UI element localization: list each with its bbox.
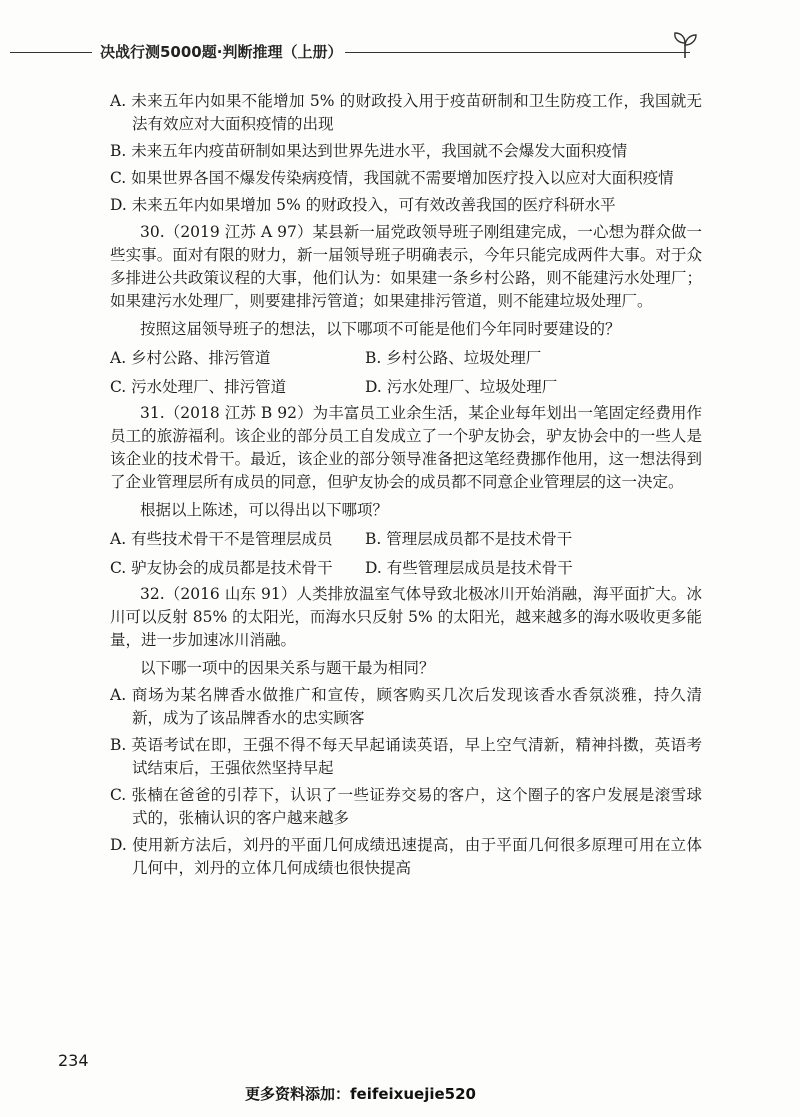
page-number: 234 <box>58 1051 89 1070</box>
q31-option-a: A. 有些技术骨干不是管理层成员 <box>110 530 333 548</box>
q32-option-b: B. 英语考试在即，王强不得不每天早起诵读英语，早上空气清新，精神抖擞，英语考试结束后，王强依然坚持早起 <box>110 736 702 777</box>
q32-stem: 32.（2016 山东 91）人类排放温室气体导致北极冰川开始消融，海平面扩大。冰川可以反射 85% 的太阳光，而海水只反射 5% 的太阳光，越来越多的海水吸收更多能量，进一步加速冰川消融。 <box>110 585 702 649</box>
page-body <box>110 90 702 884</box>
q32-option-c: C. 张楠在爸爸的引荐下，认识了一些证券交易的客户，这个圈子的客户发展是滚雪球式的，张楠认识的客户越来越多 <box>110 786 702 827</box>
q29-option-c: C. 如果世界各国不爆发传染病疫情，我国就不需要增加医疗投入以应对大面积疫情 <box>110 169 674 187</box>
q31-stem: 31.（2018 江苏 B 92）为丰富员工业余生活，某企业每年划出一笔固定经费用作员工的旅游福利。该企业的部分员工自发成立了一个驴友协会，驴友协会中的一些人是该企业的技术骨干。最近，该企业的部分领导准备把这笔经费挪作他用，这一想法得到了企业管理层所有成员的同意，但驴友协会的成员都不同意企业管理层的这一决定。 <box>110 404 702 491</box>
sprout-icon <box>668 30 702 60</box>
q31-question: 根据以上陈述，可以得出以下哪项？ <box>140 501 389 519</box>
q30-options-row-2 <box>110 376 702 399</box>
footer-watermark: 更多资料添加：feifeixuejie520 <box>245 1085 476 1103</box>
q30-options-row-1 <box>110 347 702 370</box>
q31-option-b: B. 管理层成员都不是技术骨干 <box>365 530 573 548</box>
q30-stem: 30.（2019 江苏 A 97）某县新一届党政领导班子刚组建完成，一心想为群众做一些实事。面对有限的财力，新一届领导班子明确表示，今年只能完成两件大事。对于众多排进公共政策议程的大事，他们认为：如果建一条乡村公路，则不能建污水处理厂；如果建污水处理厂，则要建排污管道；如果建排污管道，则不能建垃圾处理厂。 <box>110 223 702 310</box>
q30-question: 按照这届领导班子的想法，以下哪项不可能是他们今年同时要建设的？ <box>140 320 621 338</box>
q31-options-row-1 <box>110 528 702 551</box>
q29-option-a: A. 未来五年内如果不能增加 5% 的财政投入用于疫苗研制和卫生防疫工作，我国就无法有效应对大面积疫情的出现 <box>110 92 702 133</box>
q29-option-b: B. 未来五年内疫苗研制如果达到世界先进水平，我国就不会爆发大面积疫情 <box>110 142 628 160</box>
book-title: 决战行测5000题·判断推理（上册） <box>100 43 343 61</box>
q31-option-d: D. 有些管理层成员是技术骨干 <box>365 559 573 577</box>
q32-option-a: A. 商场为某名牌香水做推广和宣传，顾客购买几次后发现该香水香氛淡雅，持久清新，成为了该品牌香水的忠实顾客 <box>110 686 702 727</box>
q30-option-c: C. 污水处理厂、排污管道 <box>110 378 287 396</box>
q31-options-row-2 <box>110 557 702 580</box>
header-rule-right <box>345 52 690 53</box>
header-rule-left <box>10 52 92 53</box>
running-header <box>0 38 800 68</box>
q32-question: 以下哪一项中的因果关系与题干最为相同？ <box>140 659 435 677</box>
q30-option-a: A. 乡村公路、排污管道 <box>110 349 271 367</box>
q30-option-b: B. 乡村公路、垃圾处理厂 <box>365 349 542 367</box>
q30-option-d: D. 污水处理厂、垃圾处理厂 <box>365 378 558 396</box>
q29-option-d: D. 未来五年内如果增加 5% 的财政投入，可有效改善我国的医疗科研水平 <box>110 196 616 214</box>
q32-option-d: D. 使用新方法后，刘丹的平面几何成绩迅速提高，由于平面几何很多原理可用在立体几何中，刘丹的立体几何成绩也很快提高 <box>110 836 702 877</box>
q31-option-c: C. 驴友协会的成员都是技术骨干 <box>110 559 333 577</box>
